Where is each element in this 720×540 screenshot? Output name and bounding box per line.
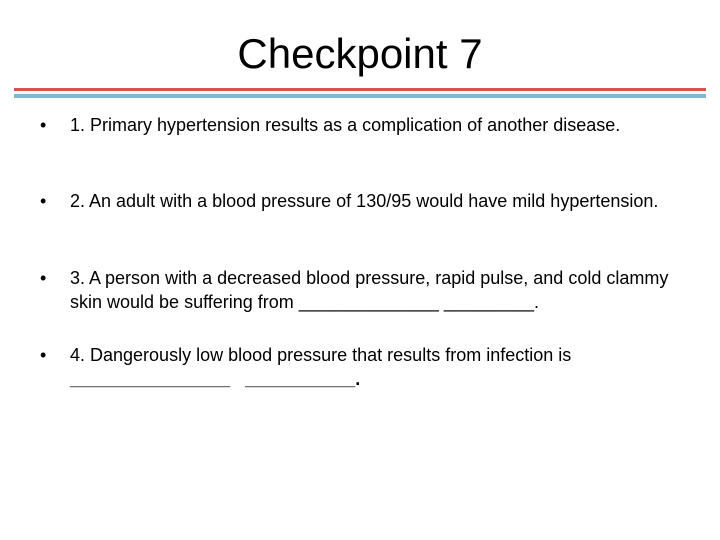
- bullet-icon: •: [40, 345, 47, 365]
- slide-title: Checkpoint 7: [237, 30, 483, 77]
- list-item-text-wrapper: [70, 343, 680, 391]
- list-item: [40, 189, 680, 213]
- list-item-text: 3. A person with a decreased blood pressure, rapid pulse, and cold clammy skin would be suffering from ______________ _________.: [70, 268, 669, 312]
- bullet-icon: •: [40, 115, 47, 135]
- list-item: [40, 343, 680, 391]
- bullet-icon: •: [40, 191, 47, 211]
- title-divider-blue: [14, 94, 706, 98]
- answer-blank: ________________ ___________.: [70, 369, 361, 389]
- bullet-icon: •: [40, 268, 47, 288]
- list-item-text: 1. Primary hypertension results as a complication of another disease.: [70, 115, 621, 135]
- list-item: [40, 113, 680, 137]
- list-item: [40, 266, 680, 314]
- list-item-text: 2. An adult with a blood pressure of 130/95 would have mild hypertension.: [70, 191, 659, 211]
- list-item-text: 4. Dangerously low blood pressure that results from infection is: [70, 345, 572, 365]
